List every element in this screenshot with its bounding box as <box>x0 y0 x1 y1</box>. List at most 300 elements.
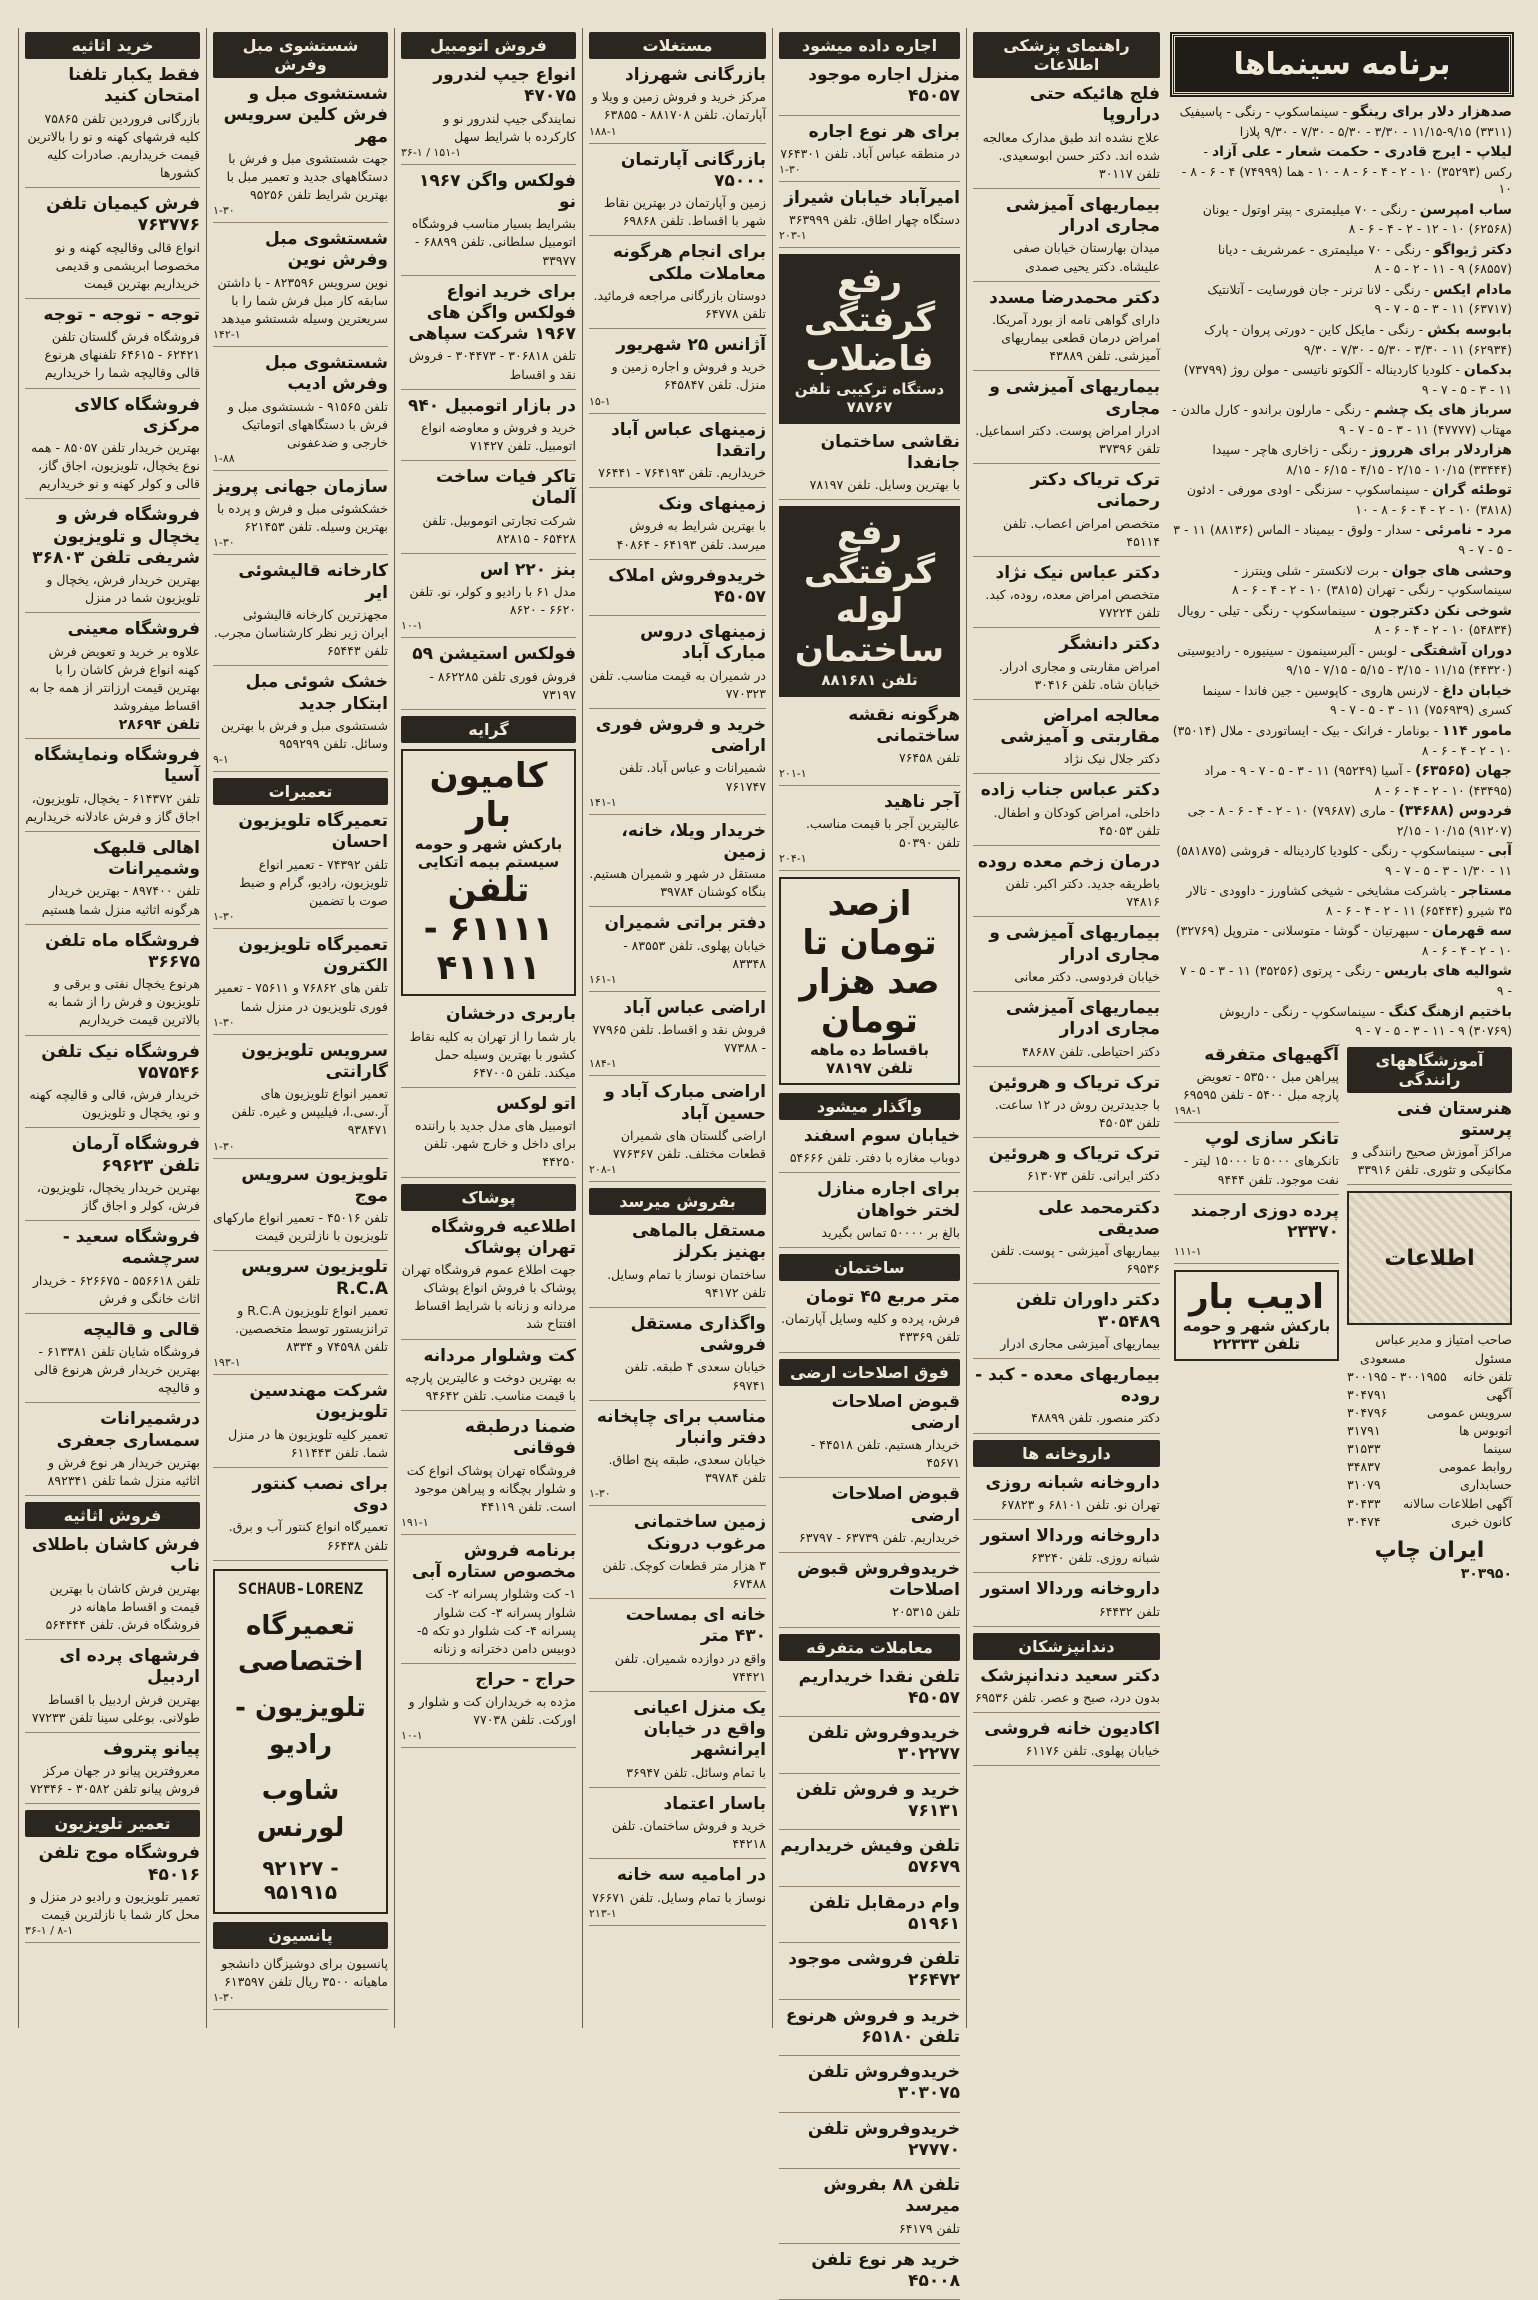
cinema-listing: بدکمان - کلودیا کاردیناله - آلکوتو ناتیسی - مولن روژ (۷۳۷۹۹) ۱۱ - ۳ - ۵ - ۷ - ۹ <box>1183 362 1512 397</box>
boxed-ad-headline: کامیون بار <box>429 755 548 835</box>
movie-schedule: سینماسکوپ - رنگی - پاسیفیک (۳۳۱۱) ۹/۱۵-۱۱/۱۵ - ۳/۳۰ - ۵/۳۰ - ۷/۳۰ - ۹/۳۰ پلازا <box>1179 104 1512 139</box>
ad-title: برای انجام هرگونه معاملات ملکی <box>612 242 766 284</box>
ad-code: ۱-۳۰ <box>213 204 235 218</box>
classified-ad <box>589 1794 766 1860</box>
ad-body: تلفن ۵۵۶۶۱۸ - ۶۲۶۶۷۵ - خریدار اثاث خانگی و فرش <box>32 1272 200 1306</box>
ad-code: ۱-۳۰ <box>213 536 235 550</box>
ad-body: معروفترین پیانو در جهان مرکز فروش پیانو تلفن ۳۰۵۸۲ - ۷۲۳۴۶ <box>29 1763 200 1797</box>
ad-body: تلفن ۴۵۰۱۶ - تعمیر انواع مارکهای تلویزیون با نازلترین قیمت <box>212 1210 388 1244</box>
cinema-listing: شوالیه های باریس - رنگی - پرتوی (۳۵۲۵۶) ۱۱ - ۳ - ۵ - ۷ - ۹ <box>1179 963 1512 999</box>
ad-body: تانکرهای ۵۰۰۰ تا ۱۵۰۰۰ لیتر - نفت موجود. تلفن ۹۴۴۴ <box>1183 1153 1339 1187</box>
ad-body: با جدیدترین روش در ۱۲ ساعت. تلفن ۴۵۰۵۳ <box>994 1096 1160 1130</box>
boxed-ad-headline: ادیب بار <box>1189 1277 1324 1318</box>
classified-ad <box>973 852 1160 918</box>
ad-title: کارخانه قالیشوئی ایر <box>238 561 388 603</box>
publisher-line <box>1347 1476 1512 1494</box>
classified-ad <box>589 913 766 992</box>
ad-body: واقع در دوازده شمیران. تلفن ۷۴۴۲۱ <box>614 1650 766 1684</box>
movie-title: جهان (۶۳۵۶۵) <box>1415 763 1512 779</box>
schaub-lorenz-ad <box>213 1569 388 1914</box>
ad-body: پیراهن مبل ۵۳۵۰۰ - تعویض پارچه مبل ۵۴۰۰ - تلفن ۶۹۵۹۵ <box>1183 1068 1339 1103</box>
ad-body: تلفن ۷۴۳۹۲ - تعمیر انواع تلویزیون، رادیو، گرام و ضبط صوت با تضمین <box>239 856 388 908</box>
publisher-label: حسابداری <box>1459 1477 1512 1493</box>
ad-title: هنرستان فنی پرستو <box>1396 1098 1512 1140</box>
classified-ad <box>779 1559 960 1628</box>
classified-ad <box>589 1698 766 1788</box>
ad-body: بهترین خریدار یخچال، تلویزیون، فرش، کولر و اجاق گاز <box>36 1179 200 1213</box>
ad-body: شرکت تجارتی اتوموبیل. تلفن ۶۵۴۲۸ - ۸۲۸۱۵ <box>422 512 576 546</box>
ad-title: فروشگاه نیک تلفن ۷۵۷۵۴۶ <box>41 1041 200 1083</box>
ad-title: داروخانه وردالا استور <box>980 1579 1160 1600</box>
section-banner: بفروش میرسد <box>589 1188 766 1215</box>
cinema-listing: مستاجر - باشرکت مشایخی - شیخی کشاورز - داوودی - تالار ۳۵ شیرو (۶۵۴۴۴) ۱۱ - ۲ - ۴ - ۶ - ۸ <box>1186 883 1512 918</box>
classified-ad <box>401 396 576 462</box>
movie-schedule: سپهرتیان - گوشا - متوسلانی - متروپل (۳۲۷۶۹) ۱۰ - ۲ - ۴ - ۶ - ۸ <box>1175 923 1512 958</box>
publisher-label: روابط عمومی <box>1438 1459 1512 1475</box>
cinema-listing: شوخی نکن دکترجون - سینماسکوپ - رنگی - تیلی - رویال (۵۴۸۳۴) ۱۰ - ۲ - ۴ - ۶ - ۸ <box>1177 602 1512 638</box>
ad-body: خرید و فروش ساختمان. تلفن ۴۴۲۱۸ <box>611 1818 766 1852</box>
cinema-listing: وحشی های جوان - برت لانکستر - شلی وینترز - سینماسکوپ - رنگی - تهران (۳۸۱۵) ۱۰ - ۲ - ۴ - ۶ - ۸ <box>1232 562 1512 598</box>
ad-title: تلفن وفیش خریداریم ۵۷۶۷۹ <box>780 1836 960 1878</box>
ad-code: ۱۰-۱ <box>401 1729 423 1743</box>
ad-code: ۱۶۱-۱ <box>589 972 617 986</box>
classified-ad <box>779 1126 960 1173</box>
movie-schedule: رنگی - ۷۰ میلیمتری - عمرشریف - دیانا (۶۸۵۵۷) ۹ - ۱۱ - ۲ - ۵ - ۸ <box>1217 241 1512 277</box>
classified-ad <box>589 1314 766 1401</box>
cinema-listing: باختیم ازهنگ کنگ - سینماسکوپ - رنگی - داریوش (۳۰۷۶۹) ۹ - ۱۱ - ۳ - ۵ - ۷ - ۹ <box>1219 1003 1512 1039</box>
ad-title: خانه ای بمساحت ۴۳۰ متر <box>625 1605 766 1647</box>
classified-ad <box>589 821 766 908</box>
ad-title: سازمان جهانی پرویز <box>213 476 388 497</box>
classified-ad <box>401 1541 576 1664</box>
classified-ad <box>779 705 960 787</box>
classified-ad <box>589 715 766 815</box>
ad-body: تعمیر انواع تلویزیون های آر.سی.ا، فیلیپس و غیره. تلفن ۹۳۸۴۷۱ <box>231 1086 388 1138</box>
classified-ad <box>589 65 766 144</box>
ad-title: دکتر عباس نیک نژاد <box>995 562 1160 583</box>
classified-ad <box>589 1605 766 1692</box>
classified-ad <box>213 811 388 929</box>
classified-ad <box>973 288 1160 372</box>
movie-schedule: ماری (۷۹۶۸۷) ۱۰ - ۲ - ۴ - ۶ - ۸ - جی (۹۱۲۰۷) ۱۰/۱۵ - ۲/۱۵ <box>1187 803 1512 838</box>
ad-code: ۱۸۸-۱ <box>589 124 617 138</box>
ad-title: تعمیرگاه تلویزیون احسان <box>238 811 388 853</box>
ad-title: تاکر فیات ساخت آلمان <box>436 467 576 509</box>
section-banner: واگذار میشود <box>779 1093 960 1120</box>
movie-title: مستاجر <box>1459 883 1512 900</box>
ad-body: تلفن ۶۱۴۳۷۲ - یخچال، تلویزیون، اجاق گاز و فرش عادلانه خریداریم <box>25 790 200 824</box>
ad-body: بهترین خریدار فرش، یخچال و تلویزیون شما در منزل <box>46 572 200 606</box>
ad-title: هرگونه نقشه ساختمانی <box>848 704 960 746</box>
ad-title: خشک شوئی مبل ابتکار جدید <box>245 672 388 714</box>
ad-code: ۱۵-۱ <box>589 394 611 408</box>
ad-title: باسار اعتماد <box>663 1793 766 1814</box>
publisher-line <box>1347 1386 1512 1404</box>
ad-title: بیماریهای آمیزشی مجاری ادرار <box>1005 998 1160 1040</box>
cinema-listing: مامور ۱۱۴ - بونامار - فرانک - بیک - ایساتوردی - ملال (۳۵۰۱۴) ۱۰ - ۲ - ۴ - ۶ - ۸ <box>1172 722 1512 758</box>
cinema-listing: هزاردلار برای هرروز - رنگی - زاخاری هاچر - سپیدا (۳۳۴۴۴) ۱۰/۱۵ - ۲/۱۵ - ۴/۱۵ - ۶/۱۵ - ۸/۱۵ <box>1212 442 1512 477</box>
ad-body: تهران نو. تلفن ۶۸۱۰۱ و ۶۷۸۲۳ <box>1000 1496 1160 1512</box>
classified-ad <box>973 998 1160 1067</box>
publisher-label: تلفن خانه <box>1462 1368 1512 1384</box>
ad-title: انواع جیپ لندرور ۴۷۰۷۵ <box>433 65 576 107</box>
schaub-phone: ۹۲۱۲۷ - ۹۵۱۹۱۵ <box>262 1855 339 1904</box>
ad-code: ۳۶-۱ / ۱۵۱-۱ <box>401 145 461 159</box>
classified-ad <box>25 838 200 925</box>
classified-ad <box>25 194 200 299</box>
movie-schedule: لوبس - آلبرسینمون - سینیوره - رادیوسیتی (۴۴۳۲۰) ۱۱/۱۵ - ۳/۱۵ - ۵/۱۵ - ۷/۱۵ - ۹/۱۵ <box>1177 642 1512 678</box>
ad-title: نقاشی ساختمان جانفدا <box>820 431 960 473</box>
ad-body: در شمیران به قیمت مناسب. تلفن ۷۷۰۳۲۳ <box>589 667 766 701</box>
classified-ad <box>25 1843 200 1943</box>
movie-schedule: رنگی - لانا ترنر - جان فورسایت - آتلانتیک (۶۳۷۱۷) ۱۱ - ۳ - ۵ - ۷ - ۹ <box>1207 281 1512 317</box>
movie-title: صدهزار دلار برای رینگو <box>1351 104 1512 120</box>
ad-code: ۱۱۱-۱ <box>1174 1245 1202 1259</box>
movie-title: وحشی های جوان <box>1391 562 1512 579</box>
ad-title: کت وشلوار مردانه <box>423 1345 576 1366</box>
schaub-line-3: شاوب لورنس <box>256 1776 345 1843</box>
movie-title: مرد - نامرئی <box>1424 522 1512 539</box>
ad-code: ۱-۳۰ <box>213 1991 235 2005</box>
ad-body: مستقل در شهر و شمیران هستیم. بنگاه کوشنان ۳۹۷۸۴ <box>589 866 766 900</box>
classified-ad <box>973 1144 1160 1191</box>
column-col-mostaghelat <box>582 28 772 2028</box>
movie-title: آبی <box>1487 843 1512 860</box>
classified-ad <box>401 65 576 165</box>
classified-ad <box>213 477 388 556</box>
ad-body: بیماریهای آمیزشی - پوست. تلفن ۶۹۵۳۶ <box>990 1243 1160 1277</box>
ad-title: بازرگانی شهرزاد <box>625 65 766 85</box>
ad-title: قبوض اصلاحات ارضی <box>831 1391 960 1433</box>
ad-title: دکتر دانشگر <box>1059 634 1160 655</box>
ad-body: مراکز آموزش صحیح رانندگی و مکانیکی و تئوری. تلفن ۳۳۹۱۶ <box>1352 1144 1512 1178</box>
classified-ad <box>401 1417 576 1535</box>
ad-body: متخصص امراض معده، روده، کبد. تلفن ۷۷۲۲۴ <box>985 587 1160 621</box>
ad-code: ۱۸۴-۱ <box>589 1057 617 1071</box>
ad-body: تلفن ۷۶۴۵۸ <box>898 750 960 766</box>
ad-body: شمیرانات و عباس آباد. تلفن ۷۶۱۷۴۷ <box>619 760 766 794</box>
ad-title: فروشگاه سعید - سرچشمه <box>62 1227 200 1269</box>
movie-schedule: رکس (۳۵۲۹۳) ۱۰ - ۲ - ۴ - ۶ - ۸ - ۱۰ - هما (۷۴۹۹۹) ۴ - ۶ - ۸ - ۱۰ <box>1181 163 1512 197</box>
classified-ad <box>973 470 1160 557</box>
classified-ad <box>589 242 766 329</box>
ad-body: تعمیر انواع تلویزیون R.C.A و ترانزیستور توسط متخصصین. تلفن ۷۴۵۹۸ و ۸۳۳۴ <box>235 1302 388 1354</box>
publisher-label: آگهی <box>1486 1386 1512 1402</box>
publisher-value: ۳۰۰۱۹۵۵ - ۳۰۰۱۹۵ <box>1347 1368 1447 1384</box>
cinema-listing: بابوسه بکش - رنگی - مایکل کاین - دورتی پروان - پارک (۶۲۹۳۴) ۱۱ - ۳/۳۰ - ۵/۳۰ - ۷/۳۰ - ۹/۳۰ <box>1204 321 1512 357</box>
classified-ad <box>779 65 960 116</box>
ad-body: دوستان بازرگانی مراجعه فرمائید. تلفن ۶۴۷۷۸ <box>593 287 766 321</box>
boxed-ad-headline: ازصد تومان تا صد هزار تومان <box>799 883 940 1041</box>
section-banner: داروخانه ها <box>973 1440 1160 1467</box>
ad-title: بیماریهای آمیزشی و مجاری ادرار <box>989 923 1160 965</box>
section-banner: شستشوی مبل وفرش <box>213 32 388 78</box>
ad-body: نمایندگی جیپ لندرور نو و کارکرده با شرایط سهل <box>443 110 576 144</box>
ad-title: داروخانه وردالا استور <box>980 1525 1160 1546</box>
ad-code: ۱۹۱-۱ <box>401 1515 429 1529</box>
ad-title: فروشگاه موج تلفن ۴۵۰۱۶ <box>38 1843 200 1885</box>
classified-ad <box>973 706 1160 775</box>
ad-body: دکتر جلال نیک نژاد <box>1063 751 1160 767</box>
ad-title: خرید و فروش فوری اراضی <box>595 714 766 757</box>
publisher-value: ۳۴۸۳۷ <box>1347 1459 1381 1475</box>
section-banner: فروش اثاثیه <box>25 1502 200 1529</box>
ad-title: یک منزل اعیانی واقع در خیابان ایرانشهر <box>633 1697 766 1761</box>
classified-ad <box>973 377 1160 464</box>
classified-ad <box>973 1579 1160 1626</box>
classified-ad <box>779 1484 960 1553</box>
classified-ad <box>589 566 766 617</box>
ad-title: ترک تریاک و هروئین <box>988 1144 1160 1165</box>
classified-ad <box>589 1512 766 1599</box>
boxed-ad-subline: تلفن ۸۸۱۶۸۱ <box>821 670 918 689</box>
classified-ad <box>589 1407 766 1507</box>
ad-title: اتو لوکس <box>496 1093 576 1114</box>
classified-ad <box>401 1346 576 1412</box>
classified-ad <box>779 432 960 501</box>
cinema-listing: ساب امپرسن - رنگی - ۷۰ میلیمتری - پیتر اوتول - یونان (۶۲۵۶۸) ۱۰ - ۱۲ - ۲ - ۴ - ۶ - ۸ <box>1202 201 1512 237</box>
ad-body: عالیترین آجر با قیمت مناسب. تلفن ۵۰۳۹۰ <box>805 816 960 850</box>
publisher-label: سینما <box>1482 1441 1512 1457</box>
publisher-label: اتوبوس ها <box>1459 1423 1512 1439</box>
classified-ad <box>589 998 766 1077</box>
cinema-listing: مرد - نامرئی - سدار - ولوق - بیمیناد - الماس (۸۸۱۳۶) ۱۱ - ۳ - ۵ - ۷ - ۹ <box>1173 522 1512 558</box>
ad-body: دکتر منصور. تلفن ۴۸۸۹۹ <box>1031 1410 1160 1426</box>
printer-phone: ۳۰۳۹۵۰ <box>1460 1566 1512 1583</box>
classified-ad <box>25 1739 200 1805</box>
ad-body: فرش، پرده و کلیه وسایل آپارتمان. تلفن ۴۳۳۶۹ <box>781 1311 960 1345</box>
column-col-ejare <box>772 28 966 2291</box>
boxed-ad-subline: بارکش شهر و حومه <box>1182 1317 1331 1336</box>
ad-body: داخلی، امراض کودکان و اطفال. تلفن ۴۵۰۵۳ <box>993 804 1160 838</box>
column-col-cinema <box>1166 28 1518 2028</box>
classified-ad <box>401 644 576 710</box>
ad-body: خریدار فرش، قالی و قالیچه کهنه و نو، یخچال و تلویزیون <box>29 1087 200 1121</box>
ad-title: برنامه فروش مخصوص ستاره آبی <box>411 1540 576 1583</box>
cinema-listing: لیلاپ - ایرج قادری - حکمت شعار - علی آزاد - رکس (۳۵۲۹۳) ۱۰ - ۲ - ۴ - ۶ - ۸ - ۱۰ - هما (۷۴۹۹۹) ۴ - ۶ - ۸ - ۱۰ <box>1181 144 1512 197</box>
classified-ad <box>973 1290 1160 1359</box>
ad-body: پانسیون برای دوشیزگان دانشجو ماهیانه ۳۵۰۰ ریال تلفن ۶۱۳۵۹۷ <box>221 1955 388 1990</box>
ad-title: در امامیه سه خانه <box>616 1865 766 1886</box>
ad-title: ضمنا درطبقه فوقانی <box>464 1417 576 1459</box>
publisher-label: صاحب امتیاز و مدیر مسئول <box>1408 1332 1512 1366</box>
classified-ad <box>973 1198 1160 1285</box>
ad-title: داروخانه شبانه روزی <box>985 1472 1160 1493</box>
ad-title: فولکس واگن ۱۹۶۷ نو <box>418 170 576 212</box>
movie-schedule: برت لانکستر - شلی وینترز - سینماسکوپ - رنگی - تهران (۳۸۱۵) ۱۰ - ۲ - ۴ - ۶ - ۸ <box>1232 562 1512 598</box>
classified-ad <box>973 84 1160 189</box>
classified-ad <box>25 745 200 832</box>
cinema-listing: دوران آشفتگی - لوبس - آلبرسینمون - سینیوره - رادیوسیتی (۴۴۳۲۰) ۱۱/۱۵ - ۳/۱۵ - ۵/۱۵ - ۷/۱۵ - ۹/۱۵ <box>1177 642 1512 678</box>
movie-title: هزاردلار برای هرروز <box>1370 442 1512 459</box>
movie-schedule: باشرکت مشایخی - شیخی کشاورز - داوودی - تالار ۳۵ شیرو (۶۵۴۴۴) ۱۱ - ۲ - ۴ - ۶ - ۸ <box>1186 883 1512 918</box>
ad-body: خیابان سعدی، طبقه پنج اطاق. تلفن ۳۹۷۸۴ <box>608 1452 766 1486</box>
ad-body: فروش نقد و اقساط. تلفن ۷۷۹۶۵ - ۷۷۳۸۸ <box>592 1022 766 1056</box>
ad-title: شرکت مهندسین تلویزیون <box>249 1381 388 1423</box>
ad-body: بالغ بر ۵۰۰۰۰ تماس بگیرید <box>821 1224 960 1240</box>
classified-ad <box>401 282 576 390</box>
ad-title: فولکس استیشن ۵۹ <box>412 644 576 665</box>
classified-ad <box>589 494 766 560</box>
movie-title: مادام ایکس <box>1432 281 1512 298</box>
ad-title: برای خرید انواع فولکس واگن های ۱۹۶۷ شرکت سپاهی <box>408 281 576 345</box>
ad-title: فروشگاه ونمایشگاه آسیا <box>34 745 200 787</box>
schaub-line-1: تعمیرگاه اختصاصی <box>237 1610 364 1678</box>
publisher-value: ۳۱۰۷۹ <box>1347 1477 1381 1493</box>
publisher-value: عباس مسعودی <box>1360 1332 1406 1366</box>
ad-body: بازرگانی فروردین تلفن ۷۵۸۶۵ کلیه فرشهای کهنه و نو را بالاترین قیمت خریداریم. صادرات کلیه کشورها <box>27 110 200 180</box>
ad-title: تلویزیون سرویس R.C.A <box>241 1257 388 1299</box>
brand-name: SCHAUB-LORENZ <box>237 1578 364 1598</box>
movie-title: شوالیه های باریس <box>1384 963 1512 980</box>
classified-ad <box>589 1865 766 1925</box>
classified-ad <box>213 935 388 1035</box>
ad-body: جهت شستشوی مبل و فرش با دستگاههای جدید و تعمیر مبل با بهترین شرایط تلفن ۹۵۲۵۶ <box>226 150 388 202</box>
ad-title: فلج هائیکه حتی دراروپا <box>1029 84 1160 126</box>
ad-code: ۳۶-۱ / ۸-۱ <box>25 1924 74 1937</box>
ad-code: ۱-۳۰ <box>213 1139 235 1153</box>
ad-body: دارای گواهی نامه از بورد آمریکا. امراض درمان قطعی بیماریهای آمیزشی. تلفن ۴۳۸۸۹ <box>991 311 1160 364</box>
classified-ad <box>213 672 388 772</box>
boxed-ad-phone: تلفن ۶۱۱۱۱ - ۴۱۱۱۱ <box>423 870 554 989</box>
cinema-listing: توطئه گران - سینماسکوپ - سزنگی - اودی مورفی - ادئون (۳۸۱۸) ۱۰ - ۲ - ۴ - ۶ - ۸ - ۱۰ <box>1186 482 1512 517</box>
publisher-line <box>1347 1513 1512 1531</box>
ad-title: خریدوفروش قبوض اصلاحات <box>797 1558 960 1601</box>
ad-code: ۲۱۳-۱ <box>589 1906 617 1920</box>
classified-ad <box>779 1836 960 1887</box>
classified-ad <box>973 1365 1160 1434</box>
ad-body: خریداریم. تلفن ۶۳۷۳۹ - ۶۳۷۹۷ <box>799 1529 960 1545</box>
ad-title: زمینهای ونک <box>658 494 766 515</box>
column-col-otomobil <box>394 28 582 2028</box>
column-col-pezeshki <box>966 28 1166 2028</box>
classified-ad <box>779 2175 960 2244</box>
classified-ad <box>973 1719 1160 1766</box>
ad-title: فروشگاه آرمان تلفن ۶۹۶۲۳ <box>71 1134 200 1176</box>
ad-body: تعمیرگاه انواع کنتور آب و برق. تلفن ۶۶۴۳۸ <box>228 1519 388 1553</box>
classified-ad <box>1174 1045 1339 1124</box>
cinema-listing: دکتر ژیواگو - رنگی - ۷۰ میلیمتری - عمرشریف - دیانا (۶۸۵۵۷) ۹ - ۱۱ - ۲ - ۵ - ۸ <box>1217 241 1512 277</box>
classified-ad <box>973 634 1160 700</box>
movie-title: توطئه گران <box>1432 482 1512 499</box>
ad-body: تلفن های ۷۶۸۶۲ و ۷۵۶۱۱ - تعمیر فوری تلویزیون در منزل شما <box>215 980 388 1014</box>
movie-title: شوخی نکن دکترجون <box>1368 602 1512 619</box>
classified-ad <box>589 622 766 709</box>
cinema-listing: فردوس (۳۴۶۸۸) - ماری (۷۹۶۸۷) ۱۰ - ۲ - ۴ - ۶ - ۸ - جی (۹۱۲۰۷) ۱۰/۱۵ - ۲/۱۵ <box>1187 803 1512 838</box>
ad-body: تلفن ۳۰۶۸۱۸ - ۳۰۴۴۷۳ - فروش نقد و اقساط <box>408 348 576 382</box>
ad-title: قالی و قالیچه <box>83 1319 200 1340</box>
ad-title: برای هر نوع اجاره <box>808 121 960 142</box>
movie-schedule: سدار - ولوق - بیمیناد - الماس (۸۸۱۳۶) ۱۱ - ۳ - ۵ - ۷ - ۹ <box>1173 522 1512 558</box>
classified-ad <box>25 1409 200 1496</box>
ad-code: ۲۰۱-۱ <box>779 767 807 781</box>
classified-ad <box>401 1217 576 1340</box>
classified-ad <box>213 1041 388 1159</box>
ad-body: ۳ هزار متر قطعات کوچک. تلفن ۶۷۴۸۸ <box>602 1557 766 1591</box>
ad-code: ۲۰۴-۱ <box>779 851 807 865</box>
movie-schedule: رنگی - مارلون براندو - کارل مالدن - مهتاب (۴۷۷۷۷) ۱۱ - ۳ - ۵ - ۷ - ۹ <box>1172 402 1512 437</box>
publisher-column <box>1347 1043 1512 1583</box>
classified-ad <box>973 923 1160 992</box>
publisher-value: ۳۱۵۳۳ <box>1347 1441 1381 1457</box>
classified-ad <box>25 395 200 500</box>
ad-title: آجر ناهید <box>884 792 960 813</box>
classified-ad <box>779 1667 960 1718</box>
ad-body: تلفن ۶۴۴۳۲ <box>1098 1603 1160 1619</box>
section-banner: گرایه <box>401 716 576 743</box>
movie-schedule: رنگی - مایکل کاین - دورتی پروان - پارک (۶۲۹۳۴) ۱۱ - ۳/۳۰ - ۵/۳۰ - ۷/۳۰ - ۹/۳۰ <box>1204 321 1512 357</box>
classified-ad <box>973 563 1160 629</box>
column-col-kharid <box>18 28 206 2028</box>
classified-ad <box>213 1955 388 2010</box>
classified-ad <box>1174 1201 1339 1265</box>
section-banner: آموزشگاههای رانندگی <box>1347 1047 1512 1093</box>
ad-title: اطلاعیه فروشگاه تهران پوشاک <box>431 1216 576 1258</box>
section-banner: دندانپزشکان <box>973 1633 1160 1660</box>
column-col-mobl <box>206 28 394 2028</box>
classified-ad <box>779 792 960 871</box>
classified-ad <box>973 195 1160 282</box>
publisher-label: آگهی اطلاعات سالانه <box>1402 1495 1512 1511</box>
publisher-line <box>1347 1368 1512 1386</box>
classified-ad <box>213 1257 388 1375</box>
ad-title: فروشگاه فرش و یخچال و تلویزیون شریفی تلفن ۳۶۸۰۳ <box>32 505 200 568</box>
movie-schedule: رنگی - زاخاری هاچر - سپیدا (۳۳۴۴۴) ۱۰/۱۵ - ۲/۱۵ - ۴/۱۵ - ۶/۱۵ - ۸/۱۵ <box>1212 442 1512 477</box>
ad-title: شستشوی مبل و فرش کلین سرویس مهر <box>223 84 388 147</box>
ad-body: هرنوع یخچال نفتی و برقی و تلویزیون و فرش را از شما به بالاترین قیمت خریداریم <box>47 976 200 1028</box>
movie-title: لیلاپ - ایرج قادری - حکمت شعار - علی آزاد <box>1211 144 1512 161</box>
movie-title: سرباز های یک چشم <box>1373 402 1512 419</box>
ad-body: میدان بهارستان خیابان صفی علیشاه. دکتر یحیی صمدی <box>1012 240 1160 274</box>
ad-title: ترک تریاک و هروئین <box>988 1072 1160 1093</box>
ad-body: شبانه روزی. تلفن ۶۳۲۴۰ <box>1030 1550 1160 1566</box>
cinema-listing: صدهزار دلار برای رینگو - سینماسکوپ - رنگی - پاسیفیک (۳۳۱۱) ۹/۱۵-۱۱/۱۵ - ۳/۳۰ - ۵/۳۰ - ۷/۳۰ - ۹/۳۰ پلازا <box>1179 104 1512 139</box>
ad-body: علاوه بر خرید و تعویض فرش کهنه انواع فرش کاشان را با بهترین قیمت ارزانتر از همه جا به اقساط میفروشد <box>29 643 200 713</box>
classified-ad <box>779 1893 960 1944</box>
classified-ad <box>25 931 200 1036</box>
section-banner: راهنمای پزشکی اطلاعات <box>973 32 1160 78</box>
classified-ad <box>1347 1099 1512 1186</box>
ad-title: توجه - توجه - توجه <box>43 304 200 325</box>
movie-title: باختیم ازهنگ کنگ <box>1388 1003 1512 1020</box>
movie-schedule: بونامار - فرانک - بیک - ایساتوردی - ملال (۳۵۰۱۴) ۱۰ - ۲ - ۴ - ۶ - ۸ <box>1172 722 1512 758</box>
classified-ad <box>25 1320 200 1404</box>
movie-title: بدکمان <box>1463 362 1512 379</box>
boxed-ad-line: تلفن ۲۲۳۳۳ <box>1212 1335 1301 1354</box>
ad-title: اکادیون خانه فروشی <box>984 1719 1160 1739</box>
ad-title: تعمیرگاه تلویزیون الکترون <box>238 934 388 977</box>
ad-body: شستشوی مبل و فرش با بهترین وسائل. تلفن ۹۵۹۲۹۹ <box>221 717 388 751</box>
movie-schedule: لارنس هاروی - کاپوسین - جین فاندا - سینما کسری (۷۵۶۹۳۹) ۱۱ - ۳ - ۵ - ۷ - ۹ <box>1202 682 1512 718</box>
boxed-ad <box>779 877 960 1085</box>
boxed-ad <box>779 506 960 696</box>
publisher-line <box>1347 1440 1512 1458</box>
ad-title: مناسب برای چاپخانه دفتر وانبار <box>596 1406 766 1448</box>
ad-title: حراج - حراج <box>475 1669 576 1690</box>
ad-title: فقط یکبار تلفنا امتحان کنید <box>68 65 200 107</box>
classified-ad <box>213 229 388 347</box>
ad-title: مستقل بالماهی بهنیز بکرلز <box>631 1221 766 1263</box>
publisher-value: ۳۰۴۷۹۶ <box>1347 1404 1388 1420</box>
cinema-program-title: برنامه سینماها <box>1172 34 1512 95</box>
boxed-ad-headline: رفع گرفتگی فاضلاب <box>803 261 936 380</box>
ad-body: تعمیر کلیه تلویزیون ها در منزل شما. تلفن ۶۱۱۴۴۳ <box>228 1426 388 1460</box>
classified-ad <box>779 122 960 182</box>
classified-ad <box>213 1474 388 1561</box>
classified-ad <box>589 335 766 414</box>
classified-ad <box>25 505 200 613</box>
ad-title: بنز ۲۲۰ اس <box>479 559 576 580</box>
